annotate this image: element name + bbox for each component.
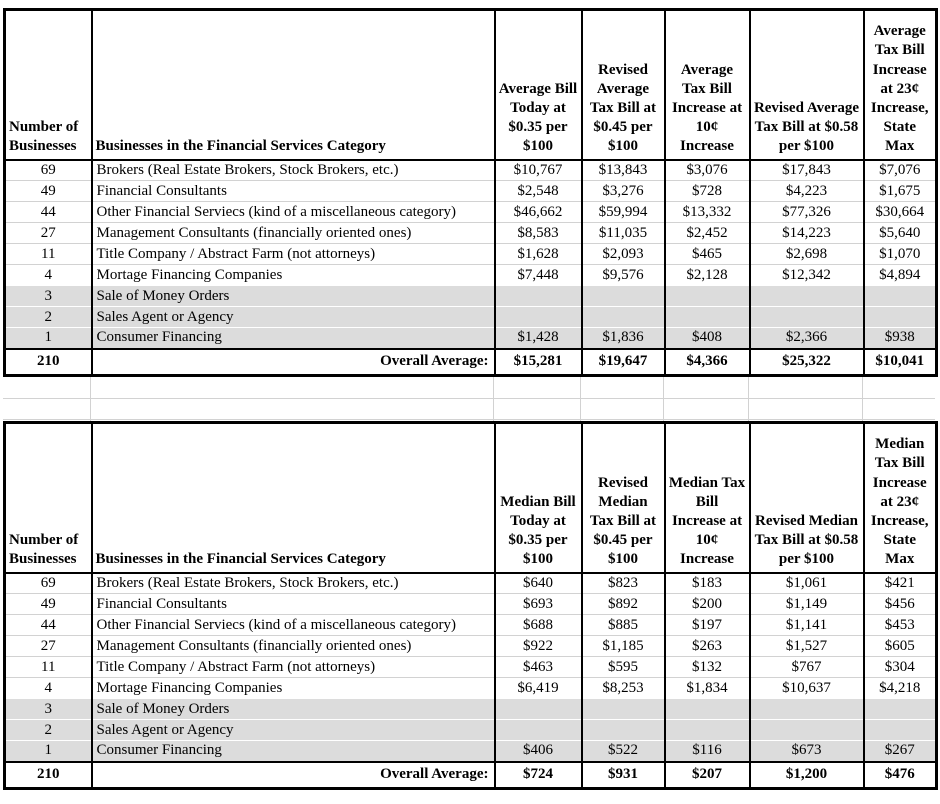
category-cell: Sales Agent or Agency [92,307,495,328]
business-count-cell: 27 [5,223,92,244]
business-count-cell: 49 [5,181,92,202]
value-cell: $693 [495,594,582,615]
header-category: Businesses in the Financial Services Category [92,423,495,573]
value-cell: $1,834 [665,678,750,699]
header-revised-median-045: Revised Median Tax Bill at $0.45 per $100 [582,423,665,573]
value-cell [864,720,937,741]
value-cell: $640 [495,573,582,594]
value-cell [665,699,750,720]
gridline [748,377,749,421]
value-cell: $77,326 [750,202,864,223]
category-cell: Sale of Money Orders [92,286,495,307]
average-total-row [5,349,937,376]
table-row [5,657,937,678]
value-cell: $463 [495,657,582,678]
value-cell: $938 [864,328,937,349]
value-cell: $1,061 [750,573,864,594]
business-count-cell: 49 [5,594,92,615]
total-value-cell: $724 [495,762,582,789]
header-number-of-businesses: Number of Businesses [5,423,92,573]
category-cell: Management Consultants (financially oriented ones) [92,636,495,657]
value-cell: $605 [864,636,937,657]
category-cell: Title Company / Abstract Farm (not attorneys) [92,657,495,678]
table-row [5,741,937,762]
category-cell: Brokers (Real Estate Brokers, Stock Brokers, etc.) [92,160,495,181]
total-value-cell: $931 [582,762,665,789]
value-cell: $10,637 [750,678,864,699]
value-cell: $6,419 [495,678,582,699]
value-cell: $1,675 [864,181,937,202]
value-cell: $408 [665,328,750,349]
value-cell: $688 [495,615,582,636]
value-cell [582,286,665,307]
value-cell: $12,342 [750,265,864,286]
value-cell [864,307,937,328]
value-cell: $1,070 [864,244,937,265]
value-cell: $11,035 [582,223,665,244]
value-cell: $7,076 [864,160,937,181]
value-cell: $1,527 [750,636,864,657]
value-cell: $406 [495,741,582,762]
value-cell [665,286,750,307]
value-cell [750,307,864,328]
value-cell: $4,894 [864,265,937,286]
category-cell: Mortage Financing Companies [92,678,495,699]
header-average-increase-23c: Average Tax Bill Increase at 23¢ Increase, State Max [864,10,937,160]
table-row [5,286,937,307]
header-category: Businesses in the Financial Services Category [92,10,495,160]
value-cell: $59,994 [582,202,665,223]
value-cell: $14,223 [750,223,864,244]
table-row [5,265,937,286]
table-row [5,615,937,636]
value-cell: $116 [665,741,750,762]
value-cell: $4,218 [864,678,937,699]
business-count-cell: 69 [5,160,92,181]
value-cell: $767 [750,657,864,678]
table-row [5,223,937,244]
total-value-cell: $207 [665,762,750,789]
value-cell: $267 [864,741,937,762]
average-bill-table [3,8,938,377]
business-count-cell: 11 [5,657,92,678]
value-cell: $13,843 [582,160,665,181]
median-bill-table [3,421,938,790]
table-row [5,594,937,615]
category-cell: Financial Consultants [92,594,495,615]
gridline [90,377,91,421]
table-row [5,202,937,223]
value-cell: $456 [864,594,937,615]
business-count-cell: 3 [5,699,92,720]
value-cell: $595 [582,657,665,678]
median-total-row [5,762,937,789]
total-count-cell: 210 [5,349,92,376]
table-row [5,181,937,202]
value-cell [582,307,665,328]
value-cell: $17,843 [750,160,864,181]
header-median-increase-23c: Median Tax Bill Increase at 23¢ Increase, State Max [864,423,937,573]
total-value-cell: $10,041 [864,349,937,376]
total-value-cell: $476 [864,762,937,789]
value-cell: $453 [864,615,937,636]
value-cell: $9,576 [582,265,665,286]
table-row [5,678,937,699]
value-cell [750,286,864,307]
business-count-cell: 1 [5,741,92,762]
gridline [3,398,935,399]
business-count-cell: 1 [5,328,92,349]
value-cell: $30,664 [864,202,937,223]
value-cell [495,699,582,720]
value-cell: $728 [665,181,750,202]
gridline [580,377,581,421]
value-cell: $304 [864,657,937,678]
value-cell: $10,767 [495,160,582,181]
value-cell: $885 [582,615,665,636]
gridline [862,377,863,421]
value-cell [750,699,864,720]
category-cell: Brokers (Real Estate Brokers, Stock Brokers, etc.) [92,573,495,594]
value-cell: $421 [864,573,937,594]
total-value-cell: $4,366 [665,349,750,376]
value-cell: $183 [665,573,750,594]
value-cell: $3,076 [665,160,750,181]
value-cell: $200 [665,594,750,615]
value-cell: $2,093 [582,244,665,265]
header-revised-median-058: Revised Median Tax Bill at $0.58 per $100 [750,423,864,573]
value-cell: $8,583 [495,223,582,244]
value-cell [582,720,665,741]
value-cell [495,307,582,328]
category-cell: Financial Consultants [92,181,495,202]
category-cell: Consumer Financing [92,328,495,349]
value-cell [864,699,937,720]
business-count-cell: 3 [5,286,92,307]
value-cell [495,286,582,307]
value-cell: $1,185 [582,636,665,657]
category-cell: Other Financial Serviecs (kind of a miscellaneous category) [92,615,495,636]
value-cell: $522 [582,741,665,762]
gridline [663,377,664,421]
value-cell [495,720,582,741]
business-count-cell: 44 [5,615,92,636]
total-value-cell: $19,647 [582,349,665,376]
value-cell: $3,276 [582,181,665,202]
value-cell: $892 [582,594,665,615]
value-cell: $46,662 [495,202,582,223]
value-cell: $2,548 [495,181,582,202]
business-count-cell: 27 [5,636,92,657]
business-count-cell: 11 [5,244,92,265]
value-cell: $5,640 [864,223,937,244]
table-row [5,160,937,181]
value-cell: $1,628 [495,244,582,265]
gridline [493,377,494,421]
business-count-cell: 4 [5,678,92,699]
category-cell: Sale of Money Orders [92,699,495,720]
business-count-cell: 69 [5,573,92,594]
business-count-cell: 44 [5,202,92,223]
value-cell: $13,332 [665,202,750,223]
value-cell [750,720,864,741]
total-value-cell: $1,200 [750,762,864,789]
value-cell [582,699,665,720]
value-cell: $1,836 [582,328,665,349]
value-cell: $823 [582,573,665,594]
value-cell [864,286,937,307]
table-row [5,307,937,328]
header-revised-average-058: Revised Average Tax Bill at $0.58 per $100 [750,10,864,160]
total-label-cell: Overall Average: [92,349,495,376]
value-cell: $7,448 [495,265,582,286]
value-cell: $2,128 [665,265,750,286]
value-cell: $1,141 [750,615,864,636]
table-row [5,636,937,657]
header-number-of-businesses: Number of Businesses [5,10,92,160]
value-cell: $263 [665,636,750,657]
category-cell: Mortage Financing Companies [92,265,495,286]
value-cell: $4,223 [750,181,864,202]
table-row [5,699,937,720]
table-row [5,244,937,265]
table-row [5,328,937,349]
value-cell: $8,253 [582,678,665,699]
category-cell: Consumer Financing [92,741,495,762]
table-row [5,720,937,741]
value-cell: $465 [665,244,750,265]
value-cell: $673 [750,741,864,762]
value-cell: $2,366 [750,328,864,349]
value-cell: $1,149 [750,594,864,615]
header-median-increase-10c: Median Tax Bill Increase at 10¢ Increase [665,423,750,573]
business-count-cell: 2 [5,720,92,741]
table-row [5,573,937,594]
value-cell [665,720,750,741]
value-cell: $2,452 [665,223,750,244]
header-average-increase-10c: Average Tax Bill Increase at 10¢ Increase [665,10,750,160]
median-table-header-row [5,423,937,573]
value-cell: $197 [665,615,750,636]
value-cell [665,307,750,328]
total-count-cell: 210 [5,762,92,789]
category-cell: Management Consultants (financially oriented ones) [92,223,495,244]
value-cell: $2,698 [750,244,864,265]
header-median-bill-today: Median Bill Today at $0.35 per $100 [495,423,582,573]
sheet-gridlines-gap [3,377,935,421]
value-cell: $132 [665,657,750,678]
total-value-cell: $25,322 [750,349,864,376]
average-table-header-row [5,10,937,160]
header-revised-average-045: Revised Average Tax Bill at $0.45 per $100 [582,10,665,160]
header-average-bill-today: Average Bill Today at $0.35 per $100 [495,10,582,160]
gridline [3,419,935,420]
business-count-cell: 4 [5,265,92,286]
total-label-cell: Overall Average: [92,762,495,789]
category-cell: Title Company / Abstract Farm (not attorneys) [92,244,495,265]
category-cell: Other Financial Serviecs (kind of a miscellaneous category) [92,202,495,223]
category-cell: Sales Agent or Agency [92,720,495,741]
value-cell: $922 [495,636,582,657]
total-value-cell: $15,281 [495,349,582,376]
business-count-cell: 2 [5,307,92,328]
value-cell: $1,428 [495,328,582,349]
